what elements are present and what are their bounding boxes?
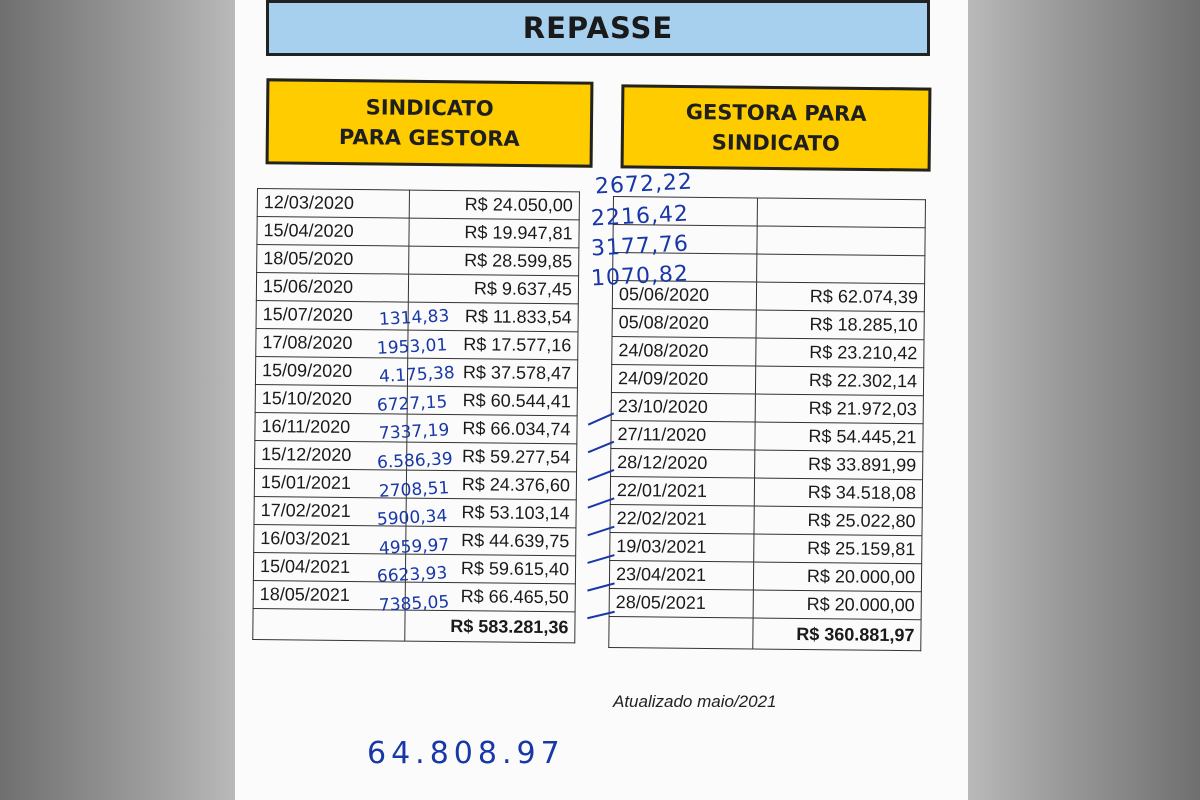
updated-note: Atualizado maio/2021 (613, 692, 777, 711)
table-row (256, 273, 578, 304)
left-date-cell: 15/07/2020 (256, 300, 408, 330)
right-date-cell: 22/01/2021 (610, 476, 754, 506)
table-row (257, 217, 579, 248)
page-title: REPASSE (522, 11, 674, 45)
left-amount-cell: R$ 66.034,74 (407, 414, 577, 444)
left-total-amount: R$ 583.281,36 (405, 610, 575, 643)
right-amount-cell: R$ 54.445,21 (755, 422, 923, 452)
table-row (609, 588, 921, 619)
left-date-cell: 16/03/2021 (254, 524, 406, 554)
table-row (611, 448, 923, 479)
table-row (257, 245, 579, 276)
right-amount-cell (757, 198, 925, 228)
left-date-cell: 17/08/2020 (256, 328, 408, 358)
right-amount-cell: R$ 20.000,00 (753, 590, 921, 620)
left-column-header (266, 78, 594, 167)
handwritten-note: 4959,97 (378, 534, 450, 559)
right-amount-cell: R$ 33.891,99 (755, 450, 923, 480)
handwritten-note: 6727,15 (376, 391, 448, 416)
right-amount-cell: R$ 22.302,14 (755, 366, 923, 396)
handwritten-note: 6623,93 (376, 563, 448, 588)
table-row (257, 189, 579, 220)
left-amount-cell: R$ 60.544,41 (407, 386, 577, 416)
handwritten-note: 1070,82 (590, 261, 690, 292)
table-row (612, 308, 924, 339)
right-amount-cell: R$ 25.159,81 (754, 534, 922, 564)
right-date-cell: 23/04/2021 (609, 560, 753, 590)
left-date-cell: 15/06/2020 (256, 273, 408, 303)
left-amount-cell: R$ 28.599,85 (409, 246, 579, 276)
handwritten-note: 7337,19 (378, 420, 450, 445)
handwritten-note: 6.586,39 (376, 449, 454, 473)
table-row (611, 420, 923, 451)
table-row (610, 504, 922, 535)
left-date-cell: 18/05/2020 (257, 245, 409, 275)
right-amount-cell: R$ 20.000,00 (753, 562, 921, 592)
left-amount-cell: R$ 37.578,47 (407, 358, 577, 388)
left-amount-cell: R$ 59.615,40 (405, 554, 575, 584)
left-amount-cell: R$ 19.947,81 (409, 218, 579, 248)
handwritten-note: 5900,34 (376, 506, 448, 531)
left-amount-cell: R$ 24.050,00 (409, 190, 579, 220)
left-date-cell: 15/04/2021 (253, 552, 405, 582)
title-banner (266, 0, 930, 56)
right-column-header (621, 84, 932, 171)
handwritten-note: 1314,83 (378, 306, 450, 330)
right-date-cell: 19/03/2021 (610, 532, 754, 562)
right-date-cell: 23/10/2020 (611, 392, 755, 422)
handwritten-note: 4.175,38 (378, 363, 456, 388)
right-date-cell: 27/11/2020 (611, 420, 755, 450)
left-amount-cell: R$ 66.465,50 (405, 582, 575, 612)
left-amount-cell: R$ 9.637,45 (408, 274, 578, 304)
handwritten-note: 1953,01 (376, 334, 448, 359)
handwritten-note: 3177,76 (590, 231, 690, 262)
table-row (612, 336, 924, 367)
right-date-cell: 05/06/2020 (612, 281, 756, 311)
right-amount-cell: R$ 34.518,08 (754, 478, 922, 508)
handwritten-note: 2216,42 (590, 201, 690, 232)
right-amount-cell (757, 254, 925, 284)
right-date-cell: 24/09/2020 (611, 364, 755, 394)
right-total-row (609, 616, 921, 650)
left-amount-cell: R$ 17.577,16 (408, 330, 578, 360)
left-date-cell: 12/03/2020 (257, 189, 409, 219)
table-row (610, 532, 922, 563)
right-date-cell: 24/08/2020 (612, 336, 756, 366)
left-amount-cell: R$ 53.103,14 (406, 498, 576, 528)
right-header-label: GESTORA PARA SINDICATO (685, 99, 867, 156)
right-amount-cell: R$ 25.022,80 (754, 506, 922, 536)
right-date-cell: 22/02/2021 (610, 504, 754, 534)
right-total-label-cell (609, 616, 753, 649)
table-row (610, 476, 922, 507)
table-row (611, 392, 923, 423)
right-amount-cell: R$ 62.074,39 (756, 282, 924, 312)
left-date-cell: 15/12/2020 (255, 440, 407, 470)
handwritten-note: 2672,22 (594, 169, 694, 200)
right-amount-cell: R$ 21.972,03 (755, 394, 923, 424)
right-date-cell: 28/12/2020 (611, 448, 755, 478)
right-amount-cell: R$ 23.210,42 (756, 338, 924, 368)
background-left (0, 0, 235, 800)
table-row (609, 560, 921, 591)
left-date-cell: 15/09/2020 (255, 356, 407, 386)
left-amount-cell: R$ 59.277,54 (407, 442, 577, 472)
right-date-cell: 28/05/2021 (609, 588, 753, 618)
left-amount-cell: R$ 11.833,54 (408, 302, 578, 332)
left-amount-cell: R$ 24.376,60 (406, 470, 576, 500)
left-date-cell: 18/05/2021 (253, 580, 405, 610)
background-right (968, 0, 1200, 800)
right-total-amount: R$ 360.881,97 (753, 618, 921, 651)
left-date-cell: 15/10/2020 (255, 384, 407, 414)
right-amount-cell (757, 226, 925, 256)
left-date-cell: 17/02/2021 (254, 496, 406, 526)
left-date-cell: 15/04/2020 (257, 217, 409, 247)
table-row (611, 364, 923, 395)
handwritten-total: 64.808.97 (367, 736, 565, 771)
document-page (235, 0, 968, 800)
left-amount-cell: R$ 44.639,75 (406, 526, 576, 556)
left-date-cell: 15/01/2021 (254, 468, 406, 498)
handwritten-note: 2708,51 (378, 477, 450, 502)
left-header-label: SINDICATO PARA GESTORA (338, 94, 520, 151)
right-date-cell: 05/08/2020 (612, 308, 756, 338)
handwritten-note: 7385,05 (378, 592, 450, 616)
right-amount-cell: R$ 18.285,10 (756, 310, 924, 340)
left-date-cell: 16/11/2020 (255, 412, 407, 442)
